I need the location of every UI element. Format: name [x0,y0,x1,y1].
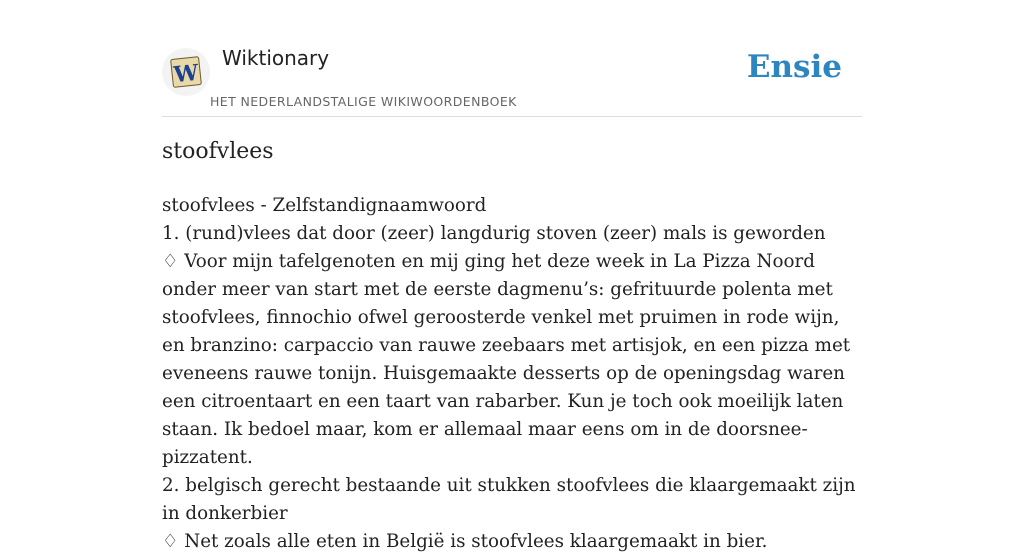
entry-heading: stoofvlees - Zelfstandignaamwoord [162,195,487,216]
ensie-brand-link[interactable]: Ensie [746,49,842,85]
site-tagline: HET NEDERLANDSTALIGE WIKIWOORDENBOEK [210,94,517,109]
site-header [162,40,862,117]
example-1: ♢ Voor mijn tafelgenoten en mij ging het deze week in La Pizza Noord onder meer van start met de eerste dagmenu’s: gefrituurde polenta met stoofvlees, finnochio ofwel geroosterde venkel met pruimen in rode wijn, en branzino: carpaccio van rauwe zeebaars met artisjok, en een pizza met eveneens rauwe tonijn. Huisgemaakte desserts op de openingsdag waren een citroentaart en een taart van rabarber. Kun je toch ook moeilijk laten staan. Ik bedoel maar, kom er allemaal maar eens om in de doorsnee-pizzatent. [162,251,851,468]
example-2: ♢ Net zoals alle eten in België is stoofvlees klaargemaakt in bier. [162,531,768,552]
definition-2: 2. belgisch gerecht bestaande uit stukken stoofvlees die klaargemaakt zijn in donkerbier [162,475,856,524]
entry-content [162,192,862,556]
wiktionary-logo-icon[interactable] [162,48,210,96]
site-name-link[interactable]: Wiktionary [222,46,330,70]
definition-1: 1. (rund)vlees dat door (zeer) langdurig stoven (zeer) mals is geworden [162,223,826,244]
page-title: stoofvlees [162,139,274,164]
logo-letter: W [172,59,200,89]
